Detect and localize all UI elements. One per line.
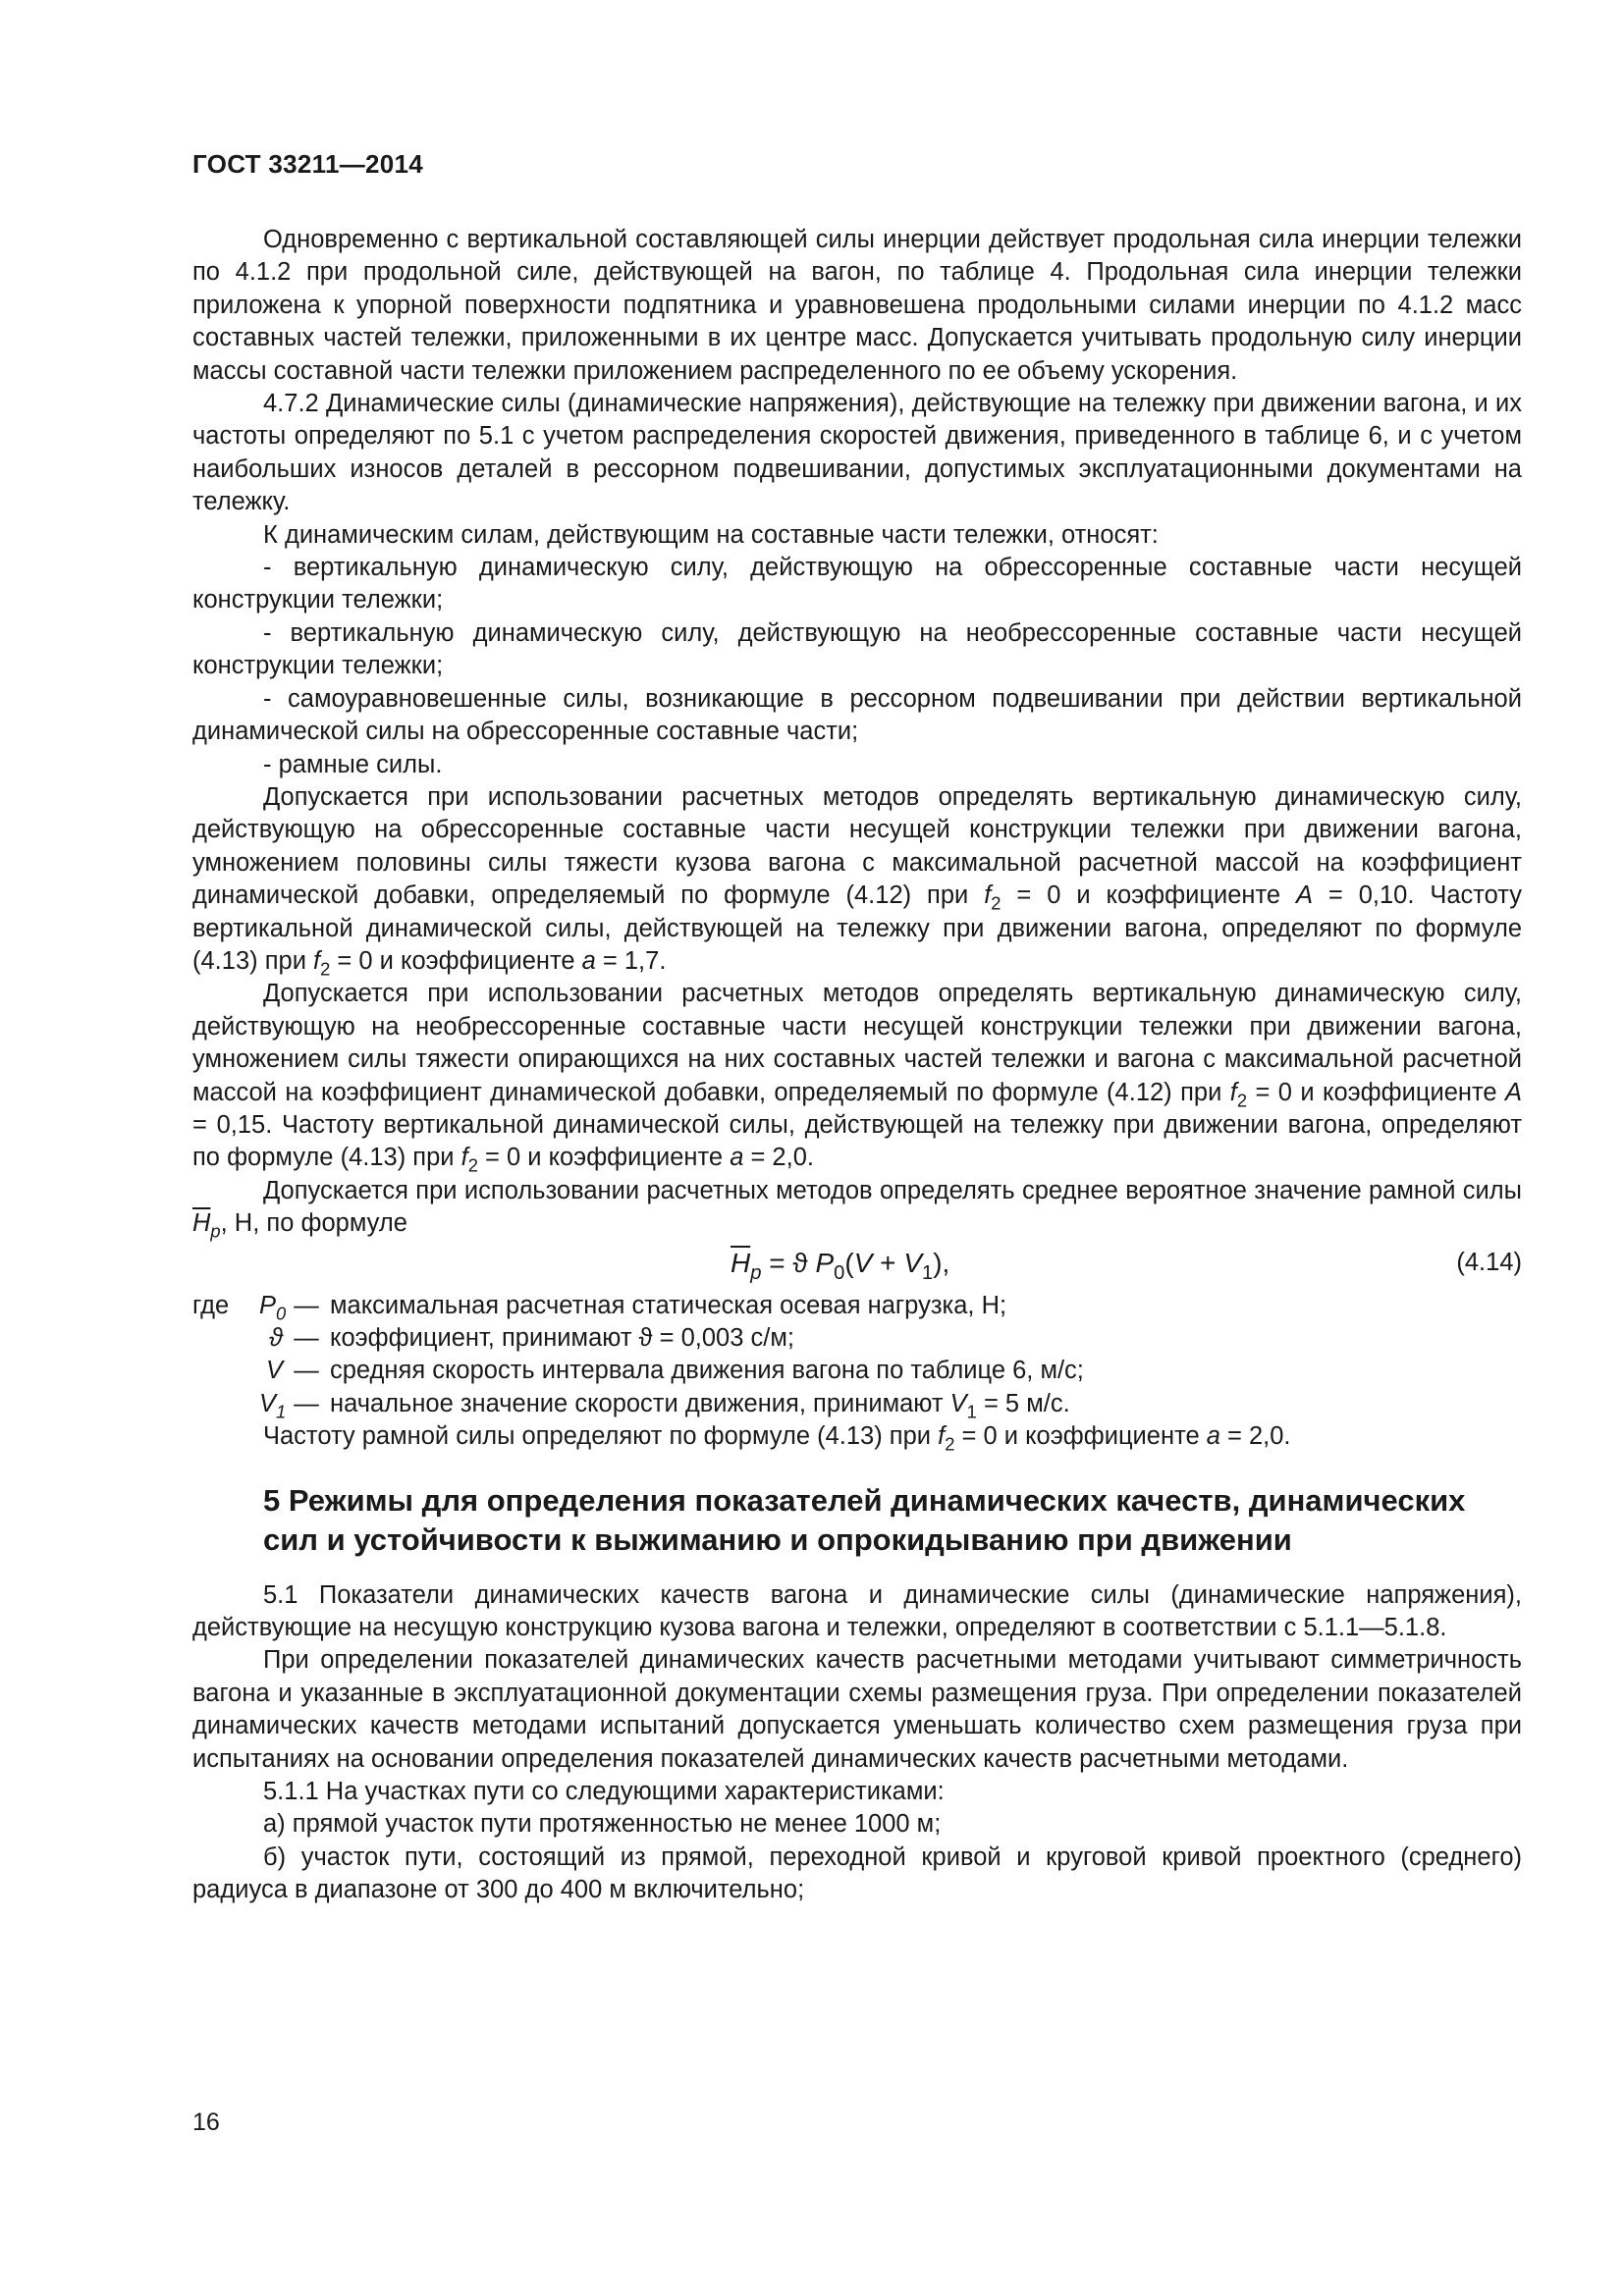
paragraph: Одновременно с вертикальной составляющей силы инерции действует продольная сила инерции тележки по 4.1.2 при продольной силе, действующей на вагон, по таблице 4. Продольная сила инерции тележки приложена к упорной поверхности подпятника и уравновешена продольными силами инерции по 4.1.2 масс составных частей тележки, приложенными в их центре масс. Допускается учитывать продольную силу инерции массы составной части тележки приложением распределенного по ее объему ускорения. — [192, 226, 1522, 385]
legend-lead: где — [192, 1291, 230, 1319]
legend-description: максимальная расчетная статическая осевая нагрузка, Н; — [330, 1291, 1007, 1319]
list-item: а) прямой участок пути протяженностью не менее 1000 м; — [263, 1810, 942, 1839]
formula-4-14 — [192, 1243, 1522, 1286]
formula-expression: $\overline{H}_р = ϑ$ $P_0(V + V_1)$, — [731, 1247, 950, 1284]
legend-symbol: $P_0$ — [259, 1291, 287, 1324]
list-item: - рамные силы. — [263, 750, 443, 778]
legend-description: коэффициент, принимают ϑ = 0,003 с/м; — [330, 1324, 794, 1352]
paragraph: Допускается при использовании расчетных методов определять вертикальную динамическую силу, действующую на необрессоренные составные части несущей конструкции тележки при движении вагона, умножением силы тяжести опирающихся на них составных частей тележки и вагона с максимальной расчетной массой на коэффициент динамической добавки, определяемый по формуле (4.12) при $f_2 = 0$ и коэффициенте A = 0,15. Частоту вертикальной динамической силы, действующей на тележку при движении вагона, определяют по формуле (4.13) при $f_2 = 0$ и коэффициенте a = 2,0. — [192, 980, 1522, 1176]
paragraph: К динамическим силам, действующим на составные части тележки, относят: — [263, 520, 1159, 549]
paragraph: Частоту рамной силы определяют по формуле (4.13) при $f_2 = 0$ и коэффициенте a = 2,0. — [263, 1422, 1291, 1455]
paragraph: Допускается при использовании расчетных методов определять среднее вероятное значение рамной силы $\overline{H}_р$, Н, по формуле — [192, 1176, 1522, 1242]
paragraph: При определении показателей динамических качеств расчетными методами учитывают симметричность вагона и указанные в эксплуатационной документации схемы размещения груза. При определении показателей динамических качеств методами испытаний допускается уменьшать количество схем размещения груза при испытаниях на основании определения показателей динамических качеств расчетными методами. — [192, 1646, 1522, 1773]
legend-symbol: ϑ — [268, 1324, 283, 1352]
paragraph: 5.1 Показатели динамических качеств вагона и динамические силы (динамические напряжения), действующие на несущую конструкцию кузова вагона и тележки, определяют в соответствии с 5.1.1—5.1.8. — [192, 1580, 1522, 1642]
legend-description: средняя скорость интервала движения вагона по таблице 6, м/с; — [330, 1357, 1084, 1385]
formula-number: (4.14) — [1456, 1248, 1522, 1276]
list-item: - вертикальную динамическую силу, действующую на необрессоренные составные части несущей конструкции тележки; — [192, 618, 1522, 680]
list-item: - вертикальную динамическую силу, действующую на обрессоренные составные части несущей конструкции тележки; — [192, 554, 1522, 614]
paragraph: 5.1.1 На участках пути со следующими характеристиками: — [263, 1778, 945, 1806]
legend-symbol: V — [265, 1357, 283, 1385]
formula-legend: где $P_0$ — максимальная расчетная статическая осевая нагрузка, Н; ϑ — коэффициент, принимают ϑ = 0,003 с/м; V — средняя скорость интервала движения вагона по таблице 6, м/с; $V_1$ — начальное значение скорости движения, принимают $V_1 = 5$ м/с. — [192, 1290, 1522, 1421]
page-number: 16 — [192, 2109, 220, 2136]
legend-description: начальное значение скорости движения, принимают $V_1 = 5$ м/с. — [330, 1389, 1070, 1422]
legend-symbol: $V_1$ — [259, 1389, 287, 1422]
list-item: - самоуравновешенные силы, возникающие в рессорном подвешивании при действии вертикальной динамической силы на обрессоренные составные части; — [192, 684, 1522, 746]
list-item: б) участок пути, состоящий из прямой, переходной кривой и круговой кривой проектного (среднего) радиуса в диапазоне от 300 до 400 м включительно; — [192, 1842, 1522, 1904]
paragraph: Допускается при использовании расчетных методов определять вертикальную динамическую силу, действующую на обрессоренные составные части несущей конструкции тележки при движении вагона, умножением половины силы тяжести кузова вагона с максимальной расчетной массой на коэффициент динамической добавки, определяемый по формуле (4.12) при $f_2 = 0$ и коэффициенте A = 0,10. Частоту вертикальной динамической силы, действующей на тележку при движении вагона, определяют по формуле (4.13) при $f_2 = 0$ и коэффициенте a = 1,7. — [192, 782, 1522, 980]
section-5-heading: 5 Режимы для определения показателей динамических качеств, динамических сил и устойчивости к выжиманию и опрокидыванию при движении — [263, 1482, 1466, 1557]
document-body — [192, 224, 1522, 1907]
paragraph: 4.7.2 Динамические силы (динамические напряжения), действующие на тележку при движении вагона, и их частоты определяют по 5.1 с учетом распределения скоростей движения, приведенного в таблице 6, и с учетом наибольших износов деталей в рессорном подвешивании, допустимых эксплуатационными документами на тележку. — [192, 390, 1522, 516]
document-code-header: ГОСТ 33211—2014 — [192, 149, 424, 179]
